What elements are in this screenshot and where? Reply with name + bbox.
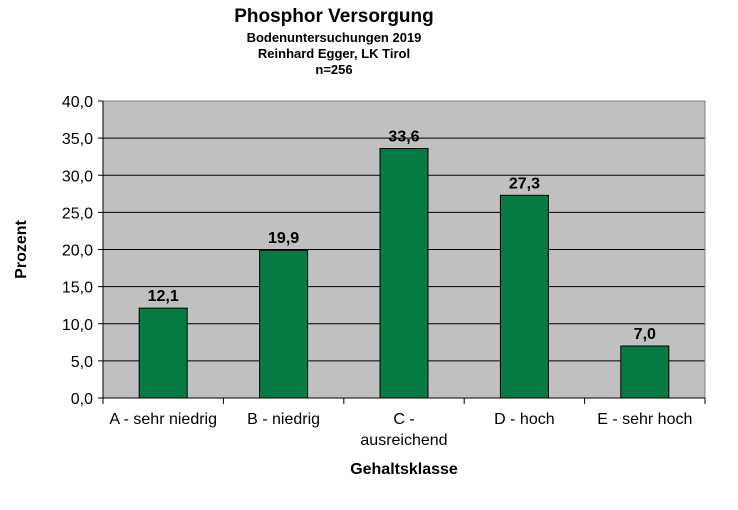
- x-tick-label: A - sehr niedrig: [109, 411, 218, 428]
- y-tick-label: 10,0: [61, 316, 93, 334]
- y-tick-label: 15,0: [61, 279, 93, 297]
- chart-subtitle-line-2: Reinhard Egger, LK Tirol: [257, 46, 411, 61]
- x-axis-title: Gehaltsklasse: [350, 461, 458, 478]
- y-tick-label: 20,0: [61, 242, 93, 260]
- data-label: 27,3: [508, 175, 540, 193]
- bar: [139, 308, 187, 398]
- y-axis-title: Prozent: [13, 220, 30, 279]
- data-label: 33,6: [388, 128, 420, 146]
- bar: [621, 346, 669, 398]
- x-tick-label: ausreichend: [360, 432, 448, 449]
- y-tick-label: 0,0: [70, 391, 93, 408]
- y-tick-label: 35,0: [61, 131, 93, 149]
- chart-title: Phosphor Versorgung: [234, 6, 434, 27]
- chart-subtitle-line-1: Bodenuntersuchungen 2019: [246, 30, 422, 45]
- data-label: 12,1: [147, 288, 179, 306]
- x-tick-label: C -: [393, 411, 415, 428]
- x-tick-label: B - niedrig: [247, 411, 321, 428]
- bar: [260, 250, 308, 398]
- bar: [500, 195, 548, 398]
- chart-subtitle-line-3: n=256: [315, 62, 353, 77]
- x-tick-label: E - sehr hoch: [597, 411, 693, 428]
- data-label: 19,9: [268, 230, 300, 248]
- y-tick-label: 25,0: [61, 205, 93, 223]
- y-tick-label: 40,0: [61, 94, 93, 111]
- data-label: 7,0: [633, 326, 656, 344]
- bar: [380, 149, 428, 398]
- y-tick-label: 5,0: [70, 353, 93, 371]
- x-tick-label: D - hoch: [494, 411, 555, 428]
- y-tick-label: 30,0: [61, 168, 93, 186]
